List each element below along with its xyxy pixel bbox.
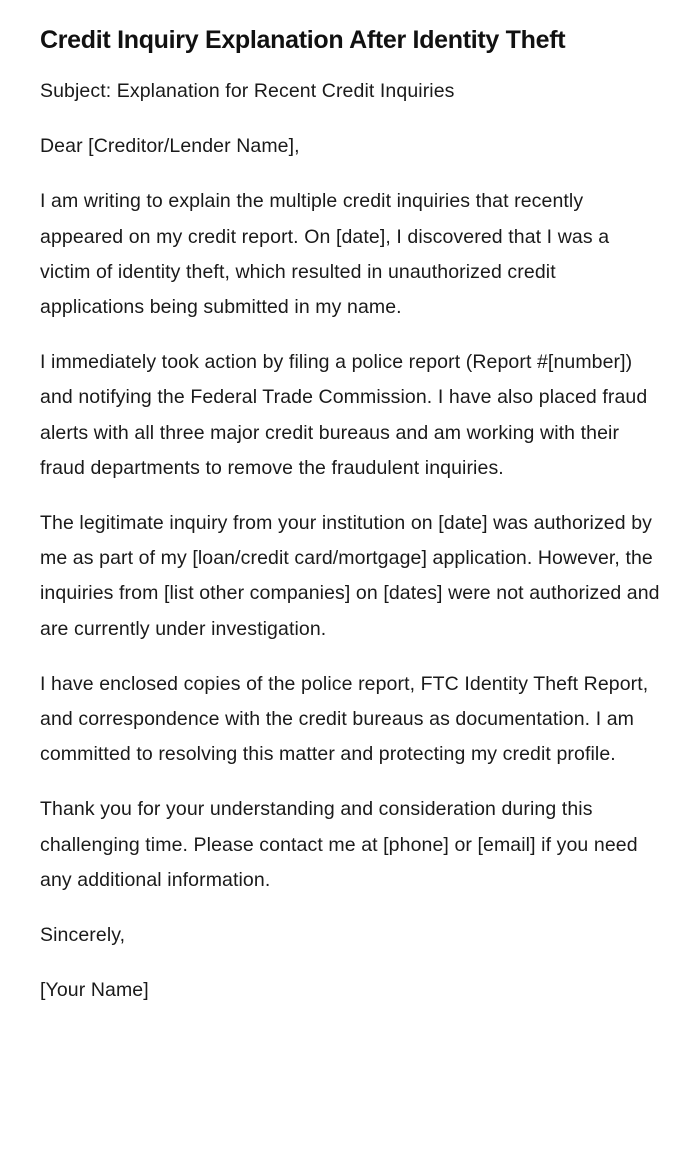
document-title: Credit Inquiry Explanation After Identity Theft [40,26,566,54]
closing-line: Sincerely, [40,924,126,947]
body-paragraph-3: The legitimate inquiry from your institution on [date] was authorized by me as part of my [loan/credit card/mortgage] application. However, the inquiries from [list other companies] on [dates] were not authorized and are currently under investigation. [40,512,660,640]
salutation: Dear [Creditor/Lender Name], [40,135,300,158]
body-paragraph-4: I have enclosed copies of the police report, FTC Identity Theft Report, and correspondence with the credit bureaus as documentation. I am committed to resolving this matter and protecting my credit profile. [40,672,649,766]
body-paragraph-2: I immediately took action by filing a police report (Report #[number]) and notifying the Federal Trade Commission. I have also placed fraud alerts with all three major credit bureaus and am working with their fraud departments to remove the fraudulent inquiries. [40,351,648,479]
body-paragraph-1: I am writing to explain the multiple credit inquiries that recently appeared on my credit report. On [date], I discovered that I was a victim of identity theft, which resulted in unauthorized credit applications being submitted in my name. [40,190,610,319]
subject-line: Subject: Explanation for Recent Credit Inquiries [40,80,455,102]
body-paragraph-5: Thank you for your understanding and consideration during this challenging time. Please contact me at [phone] or [email] if you need any additional information. [40,798,638,891]
signature-name: [Your Name] [40,979,149,1002]
